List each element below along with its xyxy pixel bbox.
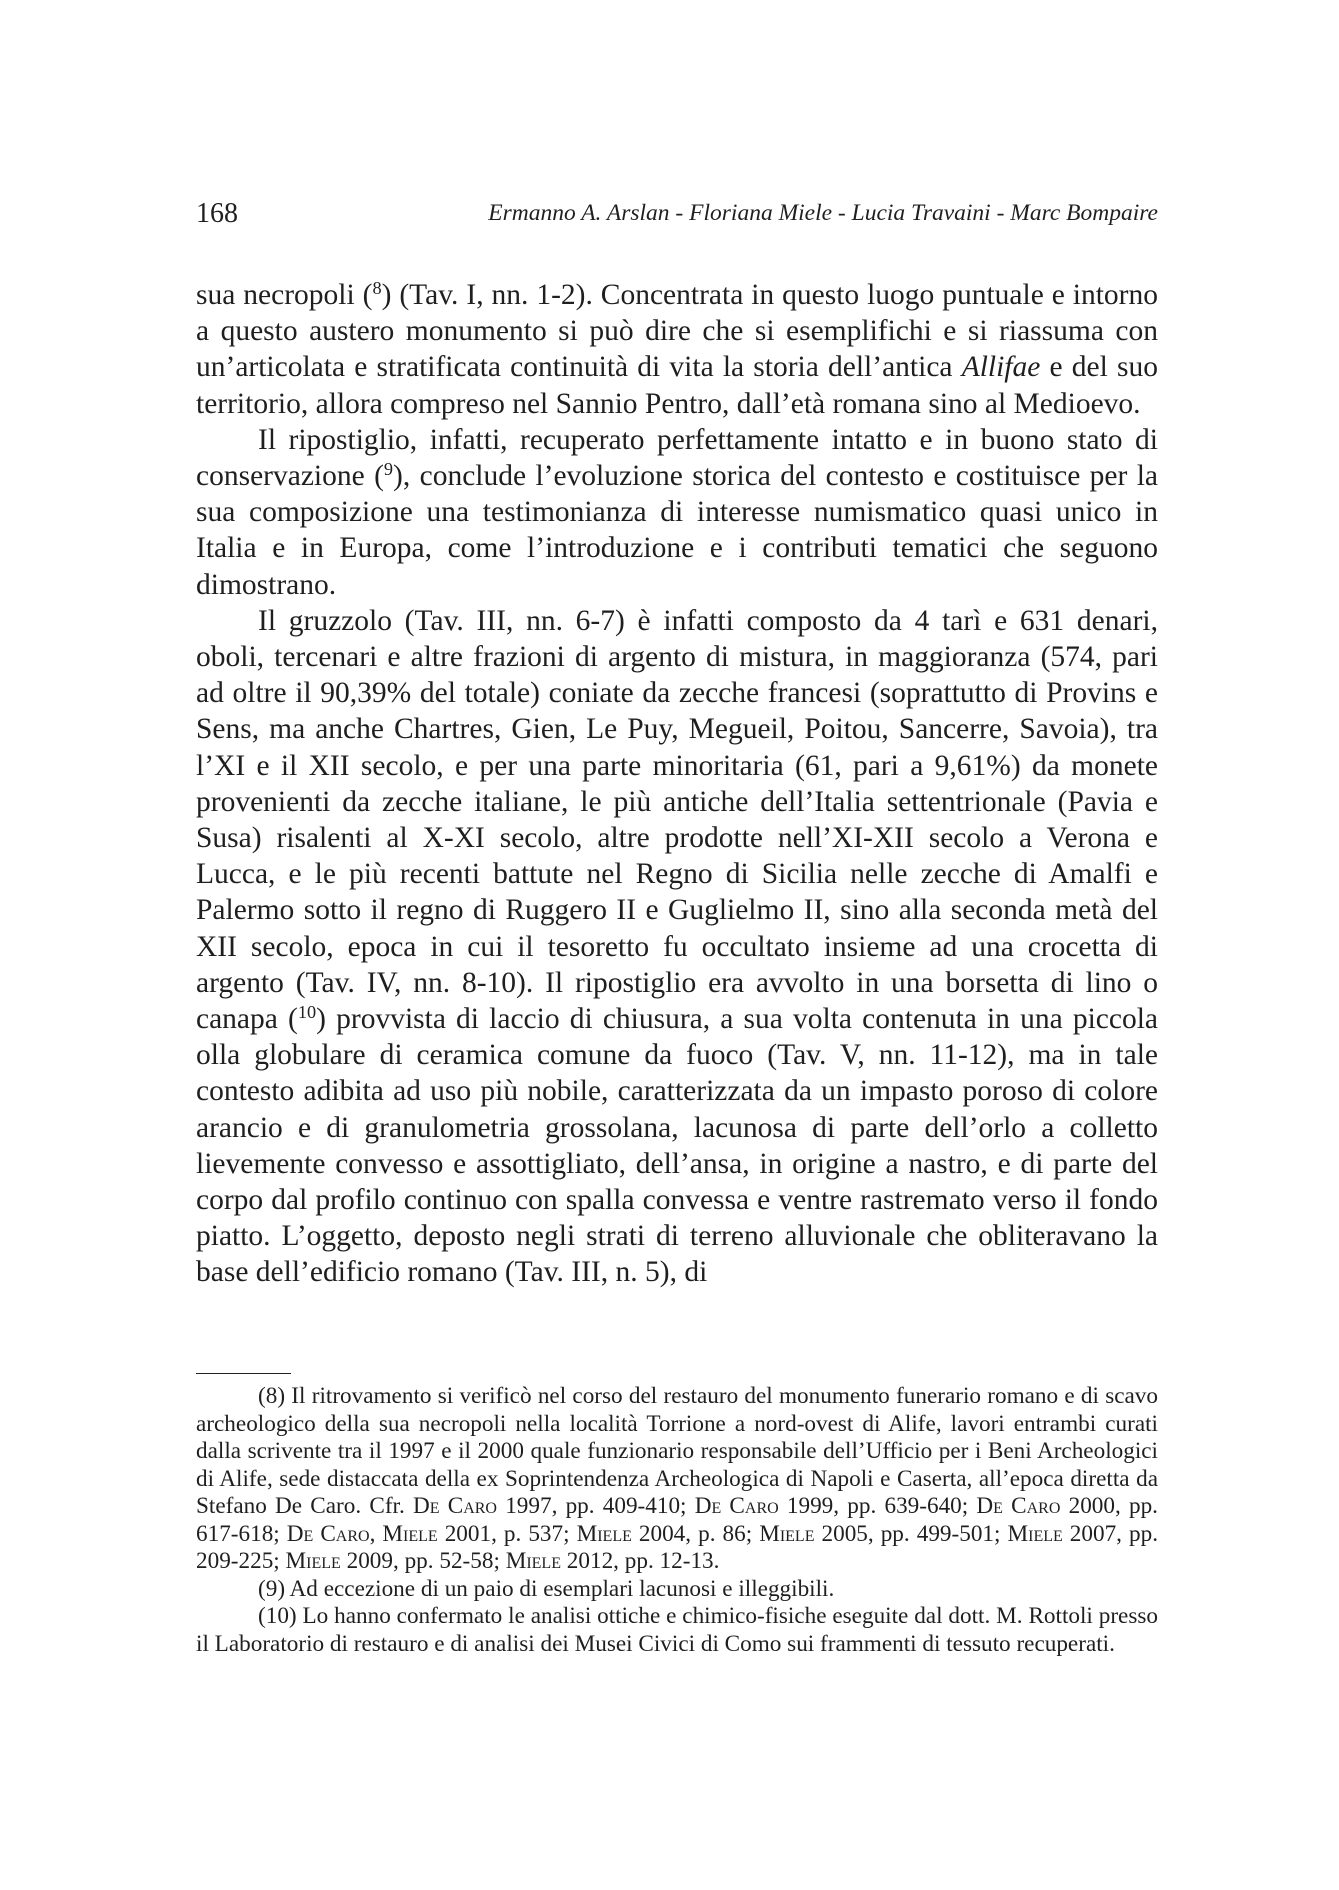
paragraph-2: Il ripostiglio, infatti, recuperato perfettamente intatto e in buono stato di conservazione ($^9$), conclude l’evoluzione storica del contesto e costituisce per la sua composizione una testimonianza di interesse numismatico quasi unico in Italia e in Europa, come l’introduzione e i contributi tematici che seguono dimostrano. (196, 423, 1158, 601)
footnote-10: (10) Lo hanno confermato le analisi ottiche e chimico-fisiche eseguite dal dott. M. Rottoli presso il Laboratorio di restauro e di analisi dei Musei Civici di Como sui frammenti di tessuto recuperati. (196, 1603, 1158, 1657)
footnote-separator (196, 1373, 291, 1374)
footnote-9: (9) Ad eccezione di un paio di esemplari lacunosi e illeggibili. (258, 1575, 835, 1602)
paragraph-3: Il gruzzolo (Tav. III, nn. 6-7) è infatti composto da 4 tarì e 631 denari, oboli, tercenari e altre frazioni di argento di mistura, in maggioranza (574, pari ad oltre il 90,39% del totale) coniate da zecche francesi (soprattutto di Provins e Sens, ma anche Chartres, Gien, Le Puy, Megueil, Poitou, Sancerre, Savoia), tra l’XI e il XII secolo, e per una parte minoritaria (61, pari a 9,61%) da monete provenienti da zecche italiane, le più antiche dell’Italia settentrionale (Pavia e Susa) risalenti al X-XI secolo, altre prodotte nell’XI-XII secolo a Verona e Lucca, e le più recenti battute nel Regno di Sicilia nelle zecche di Amalfi e Palermo sotto il regno di Ruggero II e Guglielmo II, sino alla seconda metà del XII secolo, epoca in cui il tesoretto fu occultato insieme ad una crocetta di argento (Tav. IV, nn. 8-10). Il ripostiglio era avvolto in una borsetta di lino o canapa ($^{10}$) provvista di laccio di chiusura, a sua volta contenuta in una piccola olla globulare di ceramica comune da fuoco (Tav. V, nn. 11-12), ma in tale contesto adibita ad uso più nobile, caratterizzata da un impasto poroso di colore arancio e di granulometria grossolana, lacunosa di parte dell’orlo a colletto lievemente convesso e assottigliato, dell’ansa, in origine a nastro, e di parte del corpo dal profilo continuo con spalla convessa e ventre rastremato verso il fondo piatto. L’oggetto, deposto negli strati di terreno alluvionale che obliteravano la base dell’edificio romano (Tav. III, n. 5), di (196, 604, 1158, 1289)
footnote-ref-8[interactable]: 8 (372, 277, 382, 298)
paragraph-1: sua necropoli ($^8$) (Tav. I, nn. 1-2). Concentrata in questo luogo puntuale e intorno a questo austero monumento si può dire che si esemplifichi e si riassuma con un’articolata e stratificata continuità di vita la storia dell’antica Allifae e del suo territorio, allora compreso nel Sannio Pentro, dall’età romana sino al Medioevo. (196, 277, 1158, 420)
footnotes (196, 1383, 1158, 1658)
page-number: 168 (196, 198, 238, 229)
footnote-8: (8) Il ritrovamento si verificò nel corso del restauro del monumento funerario romano e di scavo archeologico della sua necropoli nella località Torrione a nord-ovest di Alife, lavori entrambi curati dalla scrivente tra il 1997 e il 2000 quale funzionario responsabile dell’Ufficio per i Beni Archeologici di Alife, sede distaccata della ex Soprintendenza Archeologica di Napoli e Caserta, all’epoca diretta da Stefano De Caro. Cfr. De Caro 1997, pp. 409-410; De Caro 1999, pp. 639-640; De Caro 2000, pp. 617-618; De Caro, Miele 2001, p. 537; Miele 2004, p. 86; Miele 2005, pp. 499-501; Miele 2007, pp. 209-225; Miele 2009, pp. 52-58; Miele 2012, pp. 12-13. (196, 1383, 1158, 1574)
running-head: Ermanno A. Arslan - Floriana Miele - Lucia Travaini - Marc Bompaire (488, 200, 1158, 226)
page-header (196, 198, 1158, 234)
footnote-ref-10[interactable]: 10 (297, 1002, 317, 1023)
body-text (196, 277, 1158, 1291)
italic-term: Allifae (961, 351, 1041, 384)
footnote-ref-9[interactable]: 9 (383, 458, 394, 479)
